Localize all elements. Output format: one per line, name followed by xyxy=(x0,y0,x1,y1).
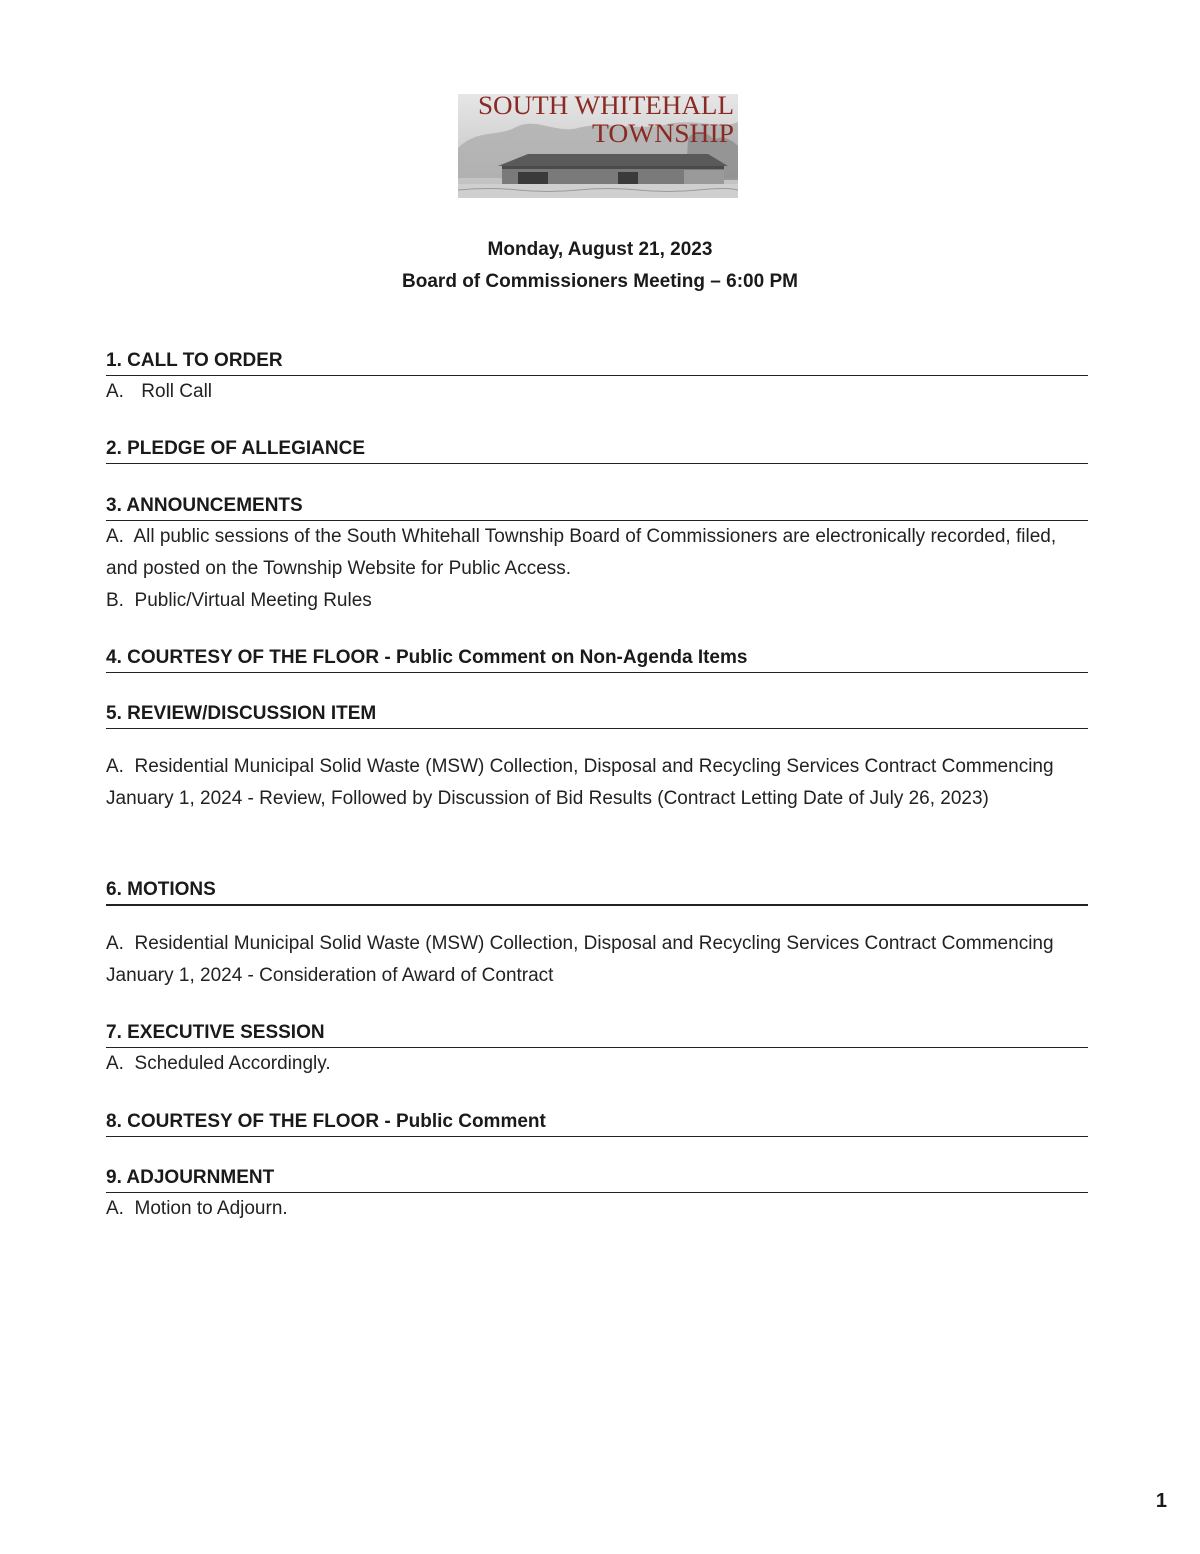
section-adjournment xyxy=(106,1166,1088,1225)
section-title: 5. REVIEW/DISCUSSION ITEM xyxy=(106,702,1088,729)
section-motions xyxy=(106,878,1088,992)
agenda-item xyxy=(106,1193,1088,1225)
agenda-item xyxy=(106,376,1088,408)
item-text: Residential Municipal Solid Waste (MSW) Collection, Disposal and Recycling Services Contract Commencing January 1, 2024 - Consideration of Award of Contract xyxy=(106,933,1054,986)
section-executive-session xyxy=(106,1021,1088,1080)
item-text: All public sessions of the South Whitehall Township Board of Commissioners are electronically recorded, filed, and posted on the Township Website for Public Access. xyxy=(106,526,1057,579)
section-pledge xyxy=(106,437,1088,464)
agenda-item xyxy=(106,585,1088,617)
item-label: A. xyxy=(106,756,124,777)
logo-line1: SOUTH WHITEHALL xyxy=(478,91,734,120)
item-label: B. xyxy=(106,590,124,611)
logo-water xyxy=(458,184,738,198)
section-title: 6. MOTIONS xyxy=(106,878,1088,906)
item-label: A. xyxy=(106,526,124,547)
section-call-to-order xyxy=(106,349,1088,408)
section-courtesy-public xyxy=(106,1110,1088,1137)
agenda-item xyxy=(106,928,1088,992)
item-text: Residential Municipal Solid Waste (MSW) Collection, Disposal and Recycling Services Contract Commencing January 1, 2024 - Review, Followed by Discussion of Bid Results (Contract Letting Date of July 26, 2023) xyxy=(106,756,1054,809)
item-label: A. xyxy=(106,1198,124,1219)
section-title: 7. EXECUTIVE SESSION xyxy=(106,1021,1088,1048)
section-title: 8. COURTESY OF THE FLOOR - Public Comment xyxy=(106,1110,1088,1137)
item-label: A. xyxy=(106,933,124,954)
section-title: 4. COURTESY OF THE FLOOR - Public Comment on Non-Agenda Items xyxy=(106,646,1088,673)
township-logo xyxy=(458,88,738,206)
meeting-title: Board of Commissioners Meeting – 6:00 PM xyxy=(402,271,798,292)
section-title: 2. PLEDGE OF ALLEGIANCE xyxy=(106,437,1088,464)
section-title: 9. ADJOURNMENT xyxy=(106,1166,1088,1193)
item-text: Scheduled Accordingly. xyxy=(134,1053,331,1074)
item-text: Motion to Adjourn. xyxy=(134,1198,288,1219)
item-label: A. xyxy=(106,381,124,402)
agenda-item xyxy=(106,751,1088,815)
section-announcements xyxy=(106,494,1088,617)
page-number: 1 xyxy=(1155,1490,1167,1512)
agenda-item xyxy=(106,1048,1088,1080)
agenda-item xyxy=(106,521,1088,585)
section-review-discussion xyxy=(106,702,1088,815)
meeting-date: Monday, August 21, 2023 xyxy=(487,239,713,260)
section-title: 1. CALL TO ORDER xyxy=(106,349,1088,376)
section-title: 3. ANNOUNCEMENTS xyxy=(106,494,1088,521)
item-text: Roll Call xyxy=(141,381,213,402)
item-label: A. xyxy=(106,1053,124,1074)
logo-line2: TOWNSHIP xyxy=(592,119,734,148)
item-text: Public/Virtual Meeting Rules xyxy=(134,590,372,611)
section-courtesy-non-agenda xyxy=(106,646,1088,673)
logo-bridge xyxy=(498,154,728,186)
